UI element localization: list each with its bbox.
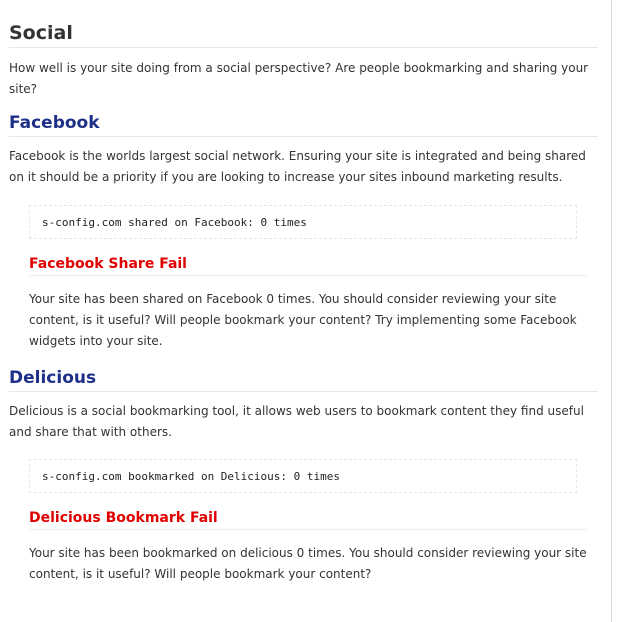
social-section-title: Social	[9, 0, 598, 48]
delicious-section-title: Delicious	[9, 367, 598, 392]
delicious-fail-text: Your site has been bookmarked on delicious 0 times. You should consider reviewing your site content, is it useful? Will people bookmark your content?	[29, 546, 587, 581]
delicious-fail-title: Delicious Bookmark Fail	[29, 508, 587, 530]
delicious-bookmark-count: s-config.com bookmarked on Delicious: 0 times	[29, 459, 577, 493]
facebook-result-block	[9, 205, 577, 352]
social-intro-text: How well is your site doing from a social perspective? Are people bookmarking and sharing your site?	[9, 61, 589, 96]
facebook-section-title: Facebook	[9, 112, 598, 137]
delicious-result-block	[9, 459, 587, 585]
facebook-fail-text: Your site has been shared on Facebook 0 times. You should consider reviewing your site content, is it useful? Will people bookmark your content? Try implementing some Facebook widgets into your site.	[29, 292, 577, 348]
facebook-fail-title: Facebook Share Fail	[29, 254, 587, 276]
facebook-description: Facebook is the worlds largest social network. Ensuring your site is integrated and being shared on it should be a priority if you are looking to increase your sites inbound marketing results.	[9, 149, 586, 184]
delicious-description: Delicious is a social bookmarking tool, it allows web users to bookmark content they find useful and share that with others.	[9, 404, 584, 439]
facebook-share-count: s-config.com shared on Facebook: 0 times	[29, 205, 577, 239]
